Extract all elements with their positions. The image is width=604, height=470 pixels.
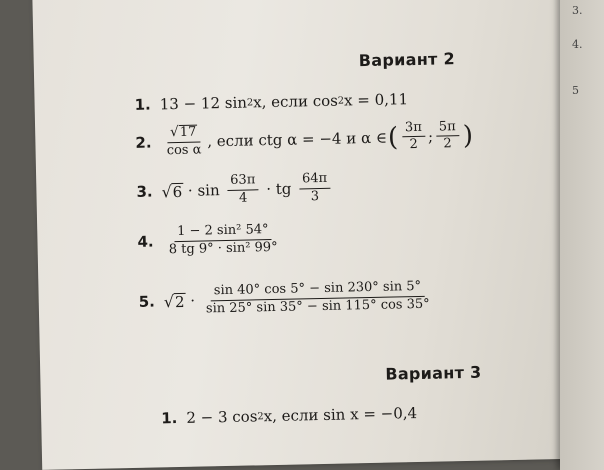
fraction: √ 17 cos α (166, 123, 202, 159)
task-2-4: 4. $\frac{\text{1 − 2 sin² 54°}}{\text{8 tg 9° · sin² 99°}}$ (137, 223, 284, 259)
task-2-3: 3. √ 6 · sin $\frac{63\pi}{4}$ · tg $\frac{64\pi}{3}$ (136, 172, 334, 209)
book-page (32, 0, 590, 470)
task-3-1: 1. 2 − 3 cos 2 x, если sin x = −0,4 (161, 404, 418, 428)
fraction: $\frac{\text{1 − 2 sin² 54°}}{\text{8 tg 9° · sin² 99°}}$ (168, 222, 278, 258)
fraction: $\frac{\sin 40^\circ \cos 5^\circ - \sin 230^\circ \sin 5^\circ}{\sin 25^\circ \sin 35^\circ - \sin 115^\circ \cos 35^\circ}$ (205, 278, 430, 317)
variant-3-heading: Вариант 3 (385, 362, 482, 384)
next-page-edge (560, 0, 604, 470)
task-number: 1. (134, 95, 151, 114)
task-2-2: 2. √ 17 cos α , если ctg α = −4 и α ∈ ( $\frac{3\pi}{2}$ ; $\frac{5\pi}{2}$ ) (135, 118, 474, 159)
variant-2-heading: Вариант 2 (358, 49, 456, 71)
task-2-5: 5. √ 2 · $\frac{\sin 40^\circ \cos 5^\circ - \sin 230^\circ \sin 5^\circ}{\sin 25^\circ \sin 35^\circ - \sin 115^\circ \cos 35^\circ}$ (138, 280, 435, 319)
task-2-1: 1. 13 − 12 sin 2 x, если cos 2 x = 0,11 (134, 90, 409, 114)
